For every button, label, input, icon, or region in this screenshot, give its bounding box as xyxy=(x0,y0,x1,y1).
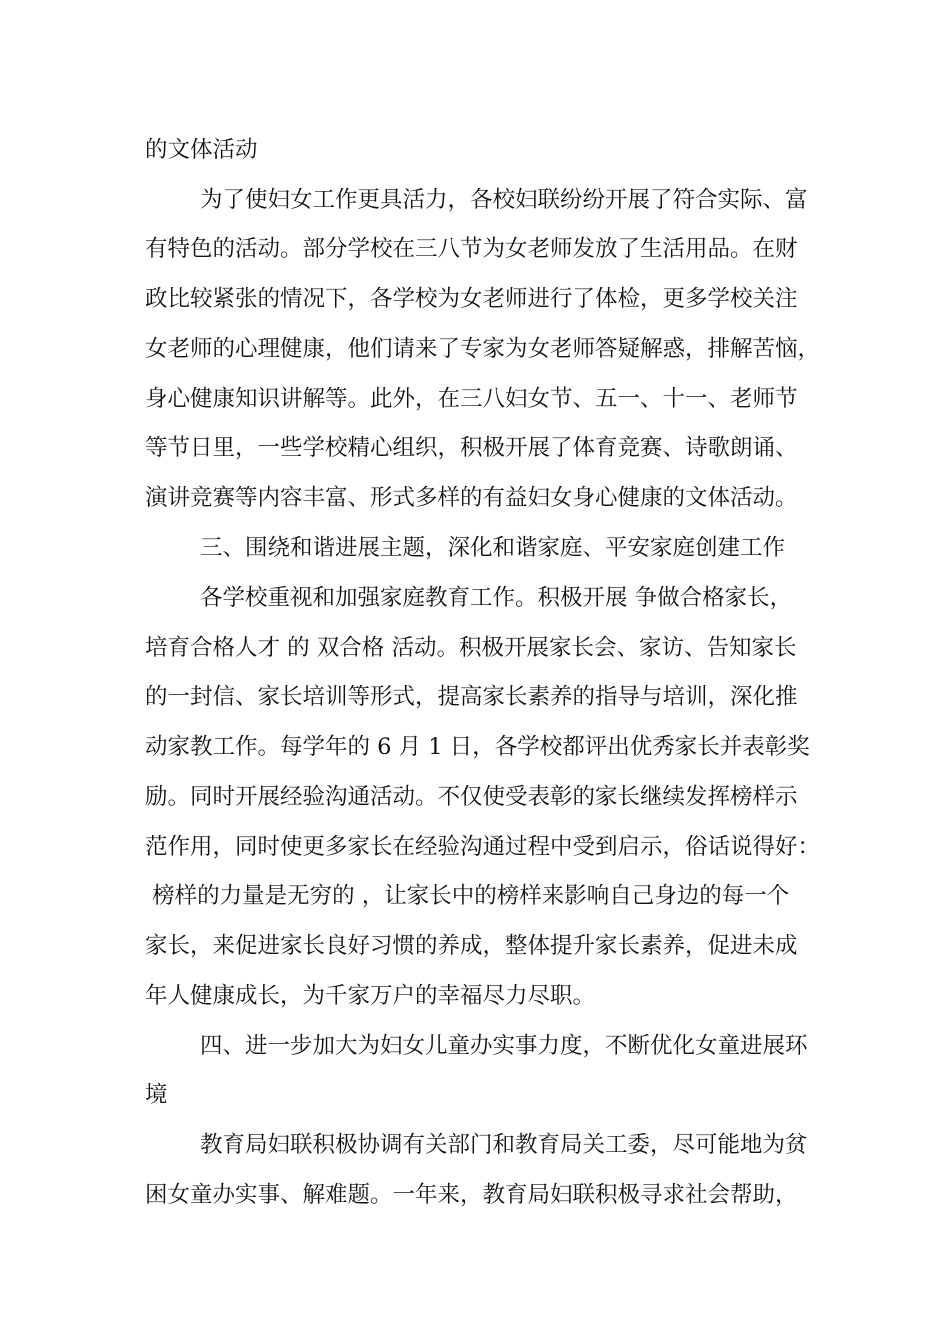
text-line: 年人健康成长，为千家万户的幸福尽力尽职。 xyxy=(145,983,596,1009)
text-line: 政比较紧张的情况下，各学校为女老师进行了体检，更多学校关注 xyxy=(145,286,798,312)
text-line: 为了使妇女工作更具活力，各校妇联纷纷开展了符合实际、富 xyxy=(200,187,808,213)
text-line: 培育合格人才 的 双合格 活动。积极开展家长会、家访、告知家长 xyxy=(145,635,797,661)
text-line: 演讲竞赛等内容丰富、形式多样的有益妇女身心健康的文体活动。 xyxy=(145,485,798,511)
section-heading: 境 xyxy=(145,1082,168,1108)
section-heading: 四、进一步加大为妇女儿童办实事力度，不断优化女童进展环 xyxy=(200,1033,808,1059)
section-heading: 三、围绕和谐进展主题，深化和谐家庭、平安家庭创建工作 xyxy=(200,535,786,561)
text-line: 教育局妇联积极协调有关部门和教育局关工委，尽可能地为贫 xyxy=(200,1132,808,1158)
text-line: 身心健康知识讲解等。此外，在三八妇女节、五一、十一、老师节 xyxy=(145,386,798,412)
text-line: 各学校重视和加强家庭教育工作。积极开展 争做合格家长， xyxy=(200,585,793,611)
text-line: 的一封信、家长培训等形式，提高家长素养的指导与培训，深化推 xyxy=(145,684,798,710)
text-line: 等节日里，一些学校精心组织，积极开展了体育竞赛、诗歌朗诵、 xyxy=(145,435,798,461)
text-line: 榜样的力量是无穷的 ，让家长中的榜样来影响自己身边的每一个 xyxy=(145,883,790,909)
text-line: 动家教工作。每学年的 6 月 1 日，各学校都评出优秀家长并表彰奖 xyxy=(145,734,810,760)
text-line: 家长，来促进家长良好习惯的养成，整体提升家长素养，促进未成 xyxy=(145,933,798,959)
text-line: 范作用，同时使更多家长在经验沟通过程中受到启示，俗话说得好： xyxy=(145,834,821,860)
text-line: 的文体活动 xyxy=(145,137,258,163)
text-line: 有特色的活动。部分学校在三八节为女老师发放了生活用品。在财 xyxy=(145,236,798,262)
text-line: 困女童办实事、解难题。一年来，教育局妇联积极寻求社会帮助， xyxy=(145,1182,798,1208)
text-line: 励。同时开展经验沟通活动。不仅使受表彰的家长继续发挥榜样示 xyxy=(145,784,798,810)
text-line: 女老师的心理健康，他们请来了专家为女老师答疑解惑，排解苦恼， xyxy=(145,336,821,362)
